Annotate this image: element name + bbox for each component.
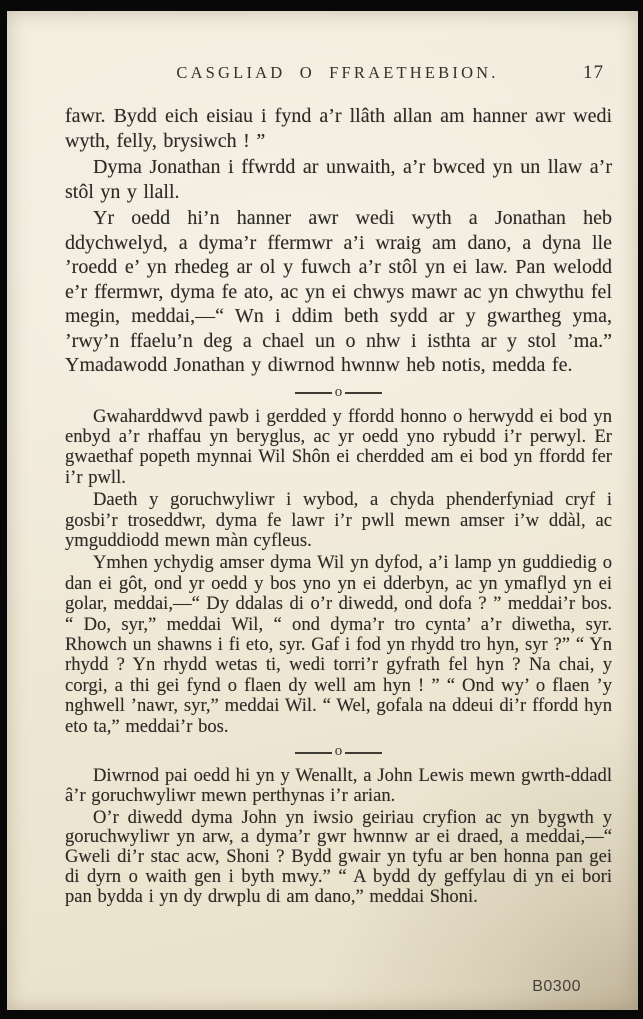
paragraph: Ymhen ychydig amser dyma Wil yn dyfod, a’i lamp yn guddiedig o dan ei gôt, ond yr oedd y bos yno yn ei dderbyn, ac yn ymaflyd yn ei golar, meddai,—“ Dy ddalas di o’r diwedd, ond dofa ? ” meddai’r bos. “ Do, syr,” meddai Wil, “ ond dyma’r tro cynta’ a’r diwetha, syr. Rhowch un shawns i fi eto, syr. Gaf i fod yn rhydd tro hyn, syr ?” “ Yn rhydd ? Yn rhydd wetas ti, wedi torri’r gyfrath fel hyn ? Na chai, y corgi, a thi gei fynd o flaen dy well am hyn ! ” “ Ond wy’ o flaen ’y nghwell ’nawr, syr,” meddai Wil. “ Wel, gofala na ddeui di’r ffordd hyn eto ta,” meddai’r bos. — [65, 552, 612, 737]
paragraph: Gwaharddwvd pawb i gerdded y ffordd honno o herwydd ei bod yn enbyd a’r rhaffau yn beryglus, ac yr oedd yno rybudd i’r perwyl. Er gwaethaf popeth mynnai Wil Shôn ei cherdded am ei bod yn ffordd fer i’r pwll. — [65, 405, 612, 488]
paragraph: Dyma Jonathan i ffwrdd ar unwaith, a’r bwced yn un llaw a’r stôl yn y llall. — [65, 156, 612, 203]
divider-line — [345, 392, 382, 394]
paragraph: fawr. Bydd eich eisiau i fynd a’r llâth allan am hanner awr wedi wyth, felly, brysiwch ! ” — [65, 105, 612, 152]
divider-ornament: o — [334, 383, 343, 400]
paragraph: Daeth y goruchwyliwr i wybod, a chyda phenderfyniad cryf i gosbi’r troseddwr, dyma fe lawr i’r pwll mewn amser i’w ddàl, ac ymguddiodd mewn màn cyfleus. — [65, 489, 612, 551]
running-header — [65, 63, 610, 87]
archive-stamp: B0300 — [532, 978, 581, 995]
page-number: 17 — [583, 62, 604, 83]
section-divider — [65, 743, 612, 759]
book-page — [7, 11, 638, 1010]
story-section-pay-day — [65, 766, 612, 907]
divider-ornament: o — [334, 743, 343, 759]
divider-line — [295, 752, 332, 754]
paragraph: Diwrnod pai oedd hi yn y Wenallt, a John Lewis mewn gwrth-ddadl â’r goruchwyliwr mewn perthynas i’r arian. — [65, 765, 612, 806]
section-divider — [65, 383, 612, 400]
page-header-title: CASGLIAD O FFRAETHEBION. — [176, 63, 499, 82]
story-section-milking — [65, 104, 612, 378]
paragraph: Yr oedd hi’n hanner awr wedi wyth a Jonathan heb ddychwelyd, a dyma’r ffermwr a’i wraig am dano, a dyna lle ’roedd e’ yn rhedeg ar ol y fuwch a’r stôl yn ei law. Pan welodd e’r ffermwr, dyma fe ato, ac yn ei chwys mawr ac yn chwythu fel megin, meddai,—“ Wn i ddim beth sydd ar y gwartheg yma, ’rwy’n ffaelu’n deg a chael un o nhw i isthta ar y stol ’ma.” Ymadawodd Jonathan y diwrnod hwnnw heb notis, medda fe. — [65, 207, 612, 376]
divider-line — [345, 752, 382, 754]
story-section-wil-shon — [65, 407, 612, 738]
page-body — [65, 104, 612, 907]
divider-line — [295, 392, 332, 394]
paragraph: O’r diwedd dyma John yn iwsio geiriau cryfion ac yn bygwth y goruchwyliwr yn arw, a dyma’r gwr hwnnw ar ei draed, a meddai,—“ Gweli di’r stac acw, Shoni ? Bydd gwair yn tyfu ar ben honna pan gei di dyrn o waith gen i byth mwy.” “ A bydd dy geffylau di yn ei bori pan bydda i yn dy drwplu di am dano,” meddai Shoni. — [65, 806, 612, 907]
